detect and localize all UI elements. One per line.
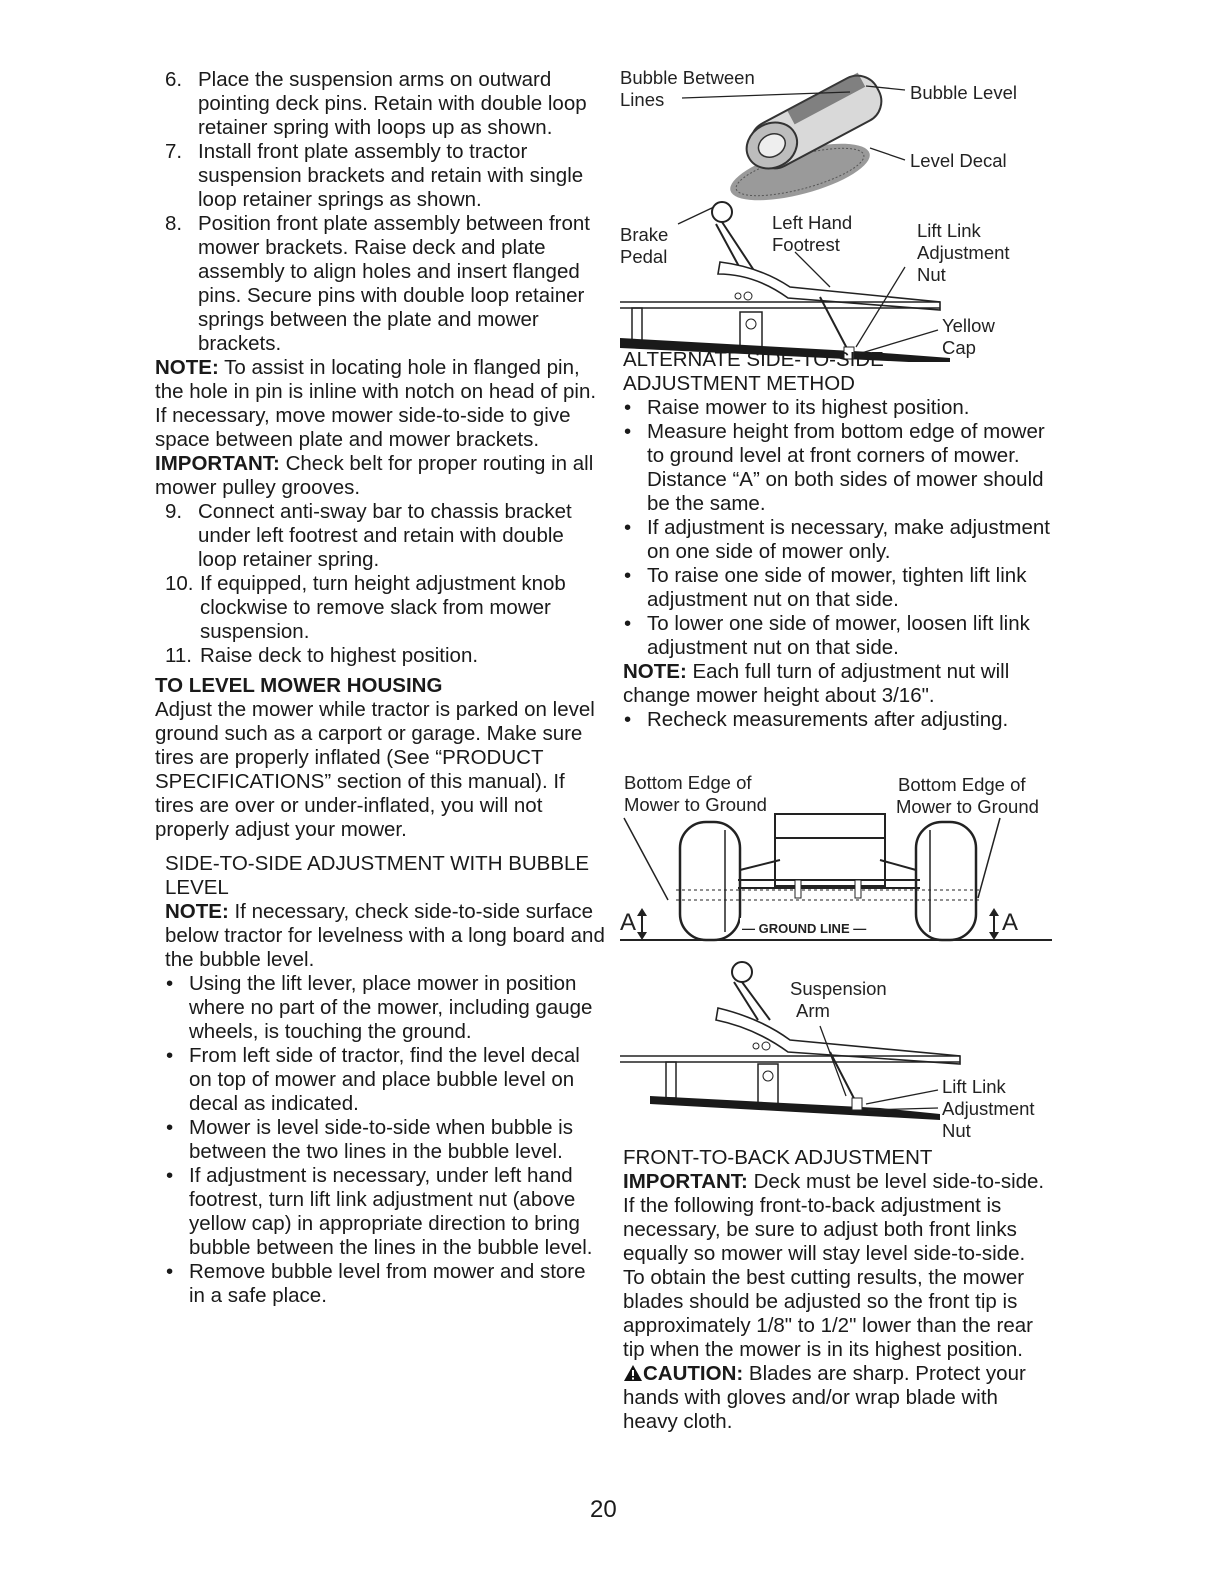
step-9: 9. Connect anti-sway bar to chassis bracket under left footrest and retain with double loop retainer spring. (165, 500, 572, 571)
bubble-level-heading: SIDE-TO-SIDE ADJUSTMENT WITH BUBBLE LEVEL (165, 852, 590, 899)
right-column-upper (623, 348, 1055, 732)
label-adjustment-3: Adjustment (942, 1098, 1035, 1119)
left-column (155, 68, 605, 1308)
recheck-bullet: • Recheck measurements after adjusting. (624, 708, 1009, 731)
label-adjustment: Adjustment (917, 242, 1010, 263)
bubble-bullet: • Remove bubble level from mower and store in a safe place. (166, 1260, 586, 1307)
label-lines: Lines (620, 89, 665, 110)
label-bottom-edge-right-1: Bottom Edge of (898, 774, 1026, 795)
right-column-lower (623, 1146, 1051, 1434)
bubble-bullet: • Using the lift lever, place mower in position where no part of the mower, including gauge wheels, is touching the ground. (166, 972, 593, 1043)
bubble-bullet: • Mower is level side-to-side when bubble is between the two lines in the bubble level. (166, 1116, 573, 1163)
step-10: 10. If equipped, turn height adjustment knob clockwise to remove slack from mower suspension. (165, 572, 566, 643)
note-levelness: NOTE: If necessary, check side-to-side surface below tractor for levelness with a long board and the bubble level. (165, 900, 605, 971)
alt-bullet: • Measure height from bottom edge of mower to ground level at front corners of mower. Distance “A” on both sides of mower should be the same. (624, 420, 1045, 515)
label-pedal: Pedal (620, 246, 668, 267)
label-bottom-edge-right-2: Mower to Ground (896, 796, 1039, 817)
note-full-turn: NOTE: Each full turn of adjustment nut will change mower height about 3/16". (623, 660, 1010, 707)
label-ground-line: — GROUND LINE — (742, 921, 867, 936)
important-deck-level: IMPORTANT: Deck must be level side-to-side. If the following front-to-back adjustment is necessary, be sure to adjust both front links equally so mower will stay level side-to-side. (623, 1170, 1045, 1265)
label-level-decal: Level Decal (910, 150, 1007, 171)
cutting-results-text: To obtain the best cutting results, the mower blades should be adjusted so the front tip is approximately 1/8" to 1/2" lower than the rear tip when the mower is in its highest position. (623, 1266, 1033, 1361)
bubble-bullet: • From left side of tractor, find the level decal on top of mower and place bubble level on decal as indicated. (166, 1044, 580, 1115)
front-to-back-heading: FRONT-TO-BACK ADJUSTMENT (623, 1146, 933, 1169)
label-bottom-edge-left-2: Mower to Ground (624, 794, 767, 815)
page-number: 20 (590, 1496, 617, 1523)
label-left-hand: Left Hand (772, 212, 853, 233)
label-bottom-edge-left-1: Bottom Edge of (624, 772, 752, 793)
label-nut-3: Nut (942, 1120, 971, 1141)
important-belt: IMPORTANT: Check belt for proper routing in all mower pulley grooves. (155, 452, 594, 499)
label-suspension: Suspension (790, 978, 887, 999)
note-flanged-pin: NOTE: To assist in locating hole in flanged pin, the hole in pin is inline with notch on head of pin. If necessary, move mower side-to-side to give space between plate and mower brackets. (155, 356, 597, 451)
label-cap: Cap (942, 337, 976, 358)
label-a-right: A (1002, 909, 1019, 936)
warning-icon (623, 1364, 643, 1382)
bubble-level-figure (620, 62, 1050, 362)
label-a-left: A (620, 909, 637, 936)
level-mower-text: Adjust the mower while tractor is parked on level ground such as a carport or garage. Make sure tires are properly inflated (See “PRODUCT SPECIFICATIONS” section of this manual). If tires are over or under-inflated, you will not properly adjust your mower. (155, 698, 595, 841)
step-11: 11. Raise deck to highest position. (165, 644, 479, 667)
alt-bullet: • To raise one side of mower, tighten lift link adjustment nut on that side. (624, 564, 1027, 611)
alt-adjustment-heading: ALTERNATE SIDE-TO-SIDE ADJUSTMENT METHOD (623, 348, 884, 395)
label-bubble-level: Bubble Level (910, 82, 1017, 103)
step-8: 8. Position front plate assembly between front mower brackets. Raise deck and plate assembly to align holes and insert flanged pins. Secure pins with double loop retainer springs between the plate and mower brackets. (165, 212, 590, 355)
label-arm: Arm (796, 1000, 830, 1021)
label-lift-link-3: Lift Link (942, 1076, 1006, 1097)
step-6: 6. Place the suspension arms on outward pointing deck pins. Retain with double loop retainer spring with loops up as shown. (165, 68, 587, 139)
alt-bullet: • To lower one side of mower, loosen lift link adjustment nut on that side. (624, 612, 1030, 659)
suspension-arm-figure (620, 958, 1052, 1148)
level-mower-heading: TO LEVEL MOWER HOUSING (155, 674, 443, 697)
bubble-bullet: • If adjustment is necessary, under left hand footrest, turn lift link adjustment nut (above yellow cap) in appropriate direction to bring bubble between the lines in the bubble level. (166, 1164, 593, 1259)
label-lift-link: Lift Link (917, 220, 981, 241)
step-7: 7. Install front plate assembly to tractor suspension brackets and retain with single loop retainer springs as shown. (165, 140, 584, 211)
label-brake: Brake (620, 224, 669, 245)
alt-bullet: • Raise mower to its highest position. (624, 396, 970, 419)
caution-blades: CAUTION: Blades are sharp. Protect your hands with gloves and/or wrap blade with heavy cloth. (623, 1362, 1026, 1433)
label-footrest: Footrest (772, 234, 840, 255)
label-yellow: Yellow (942, 315, 995, 336)
label-bubble-between: Bubble Between (620, 67, 755, 88)
label-nut: Nut (917, 264, 946, 285)
ground-line-figure (620, 770, 1052, 950)
alt-bullet: • If adjustment is necessary, make adjustment on one side of mower only. (624, 516, 1050, 563)
